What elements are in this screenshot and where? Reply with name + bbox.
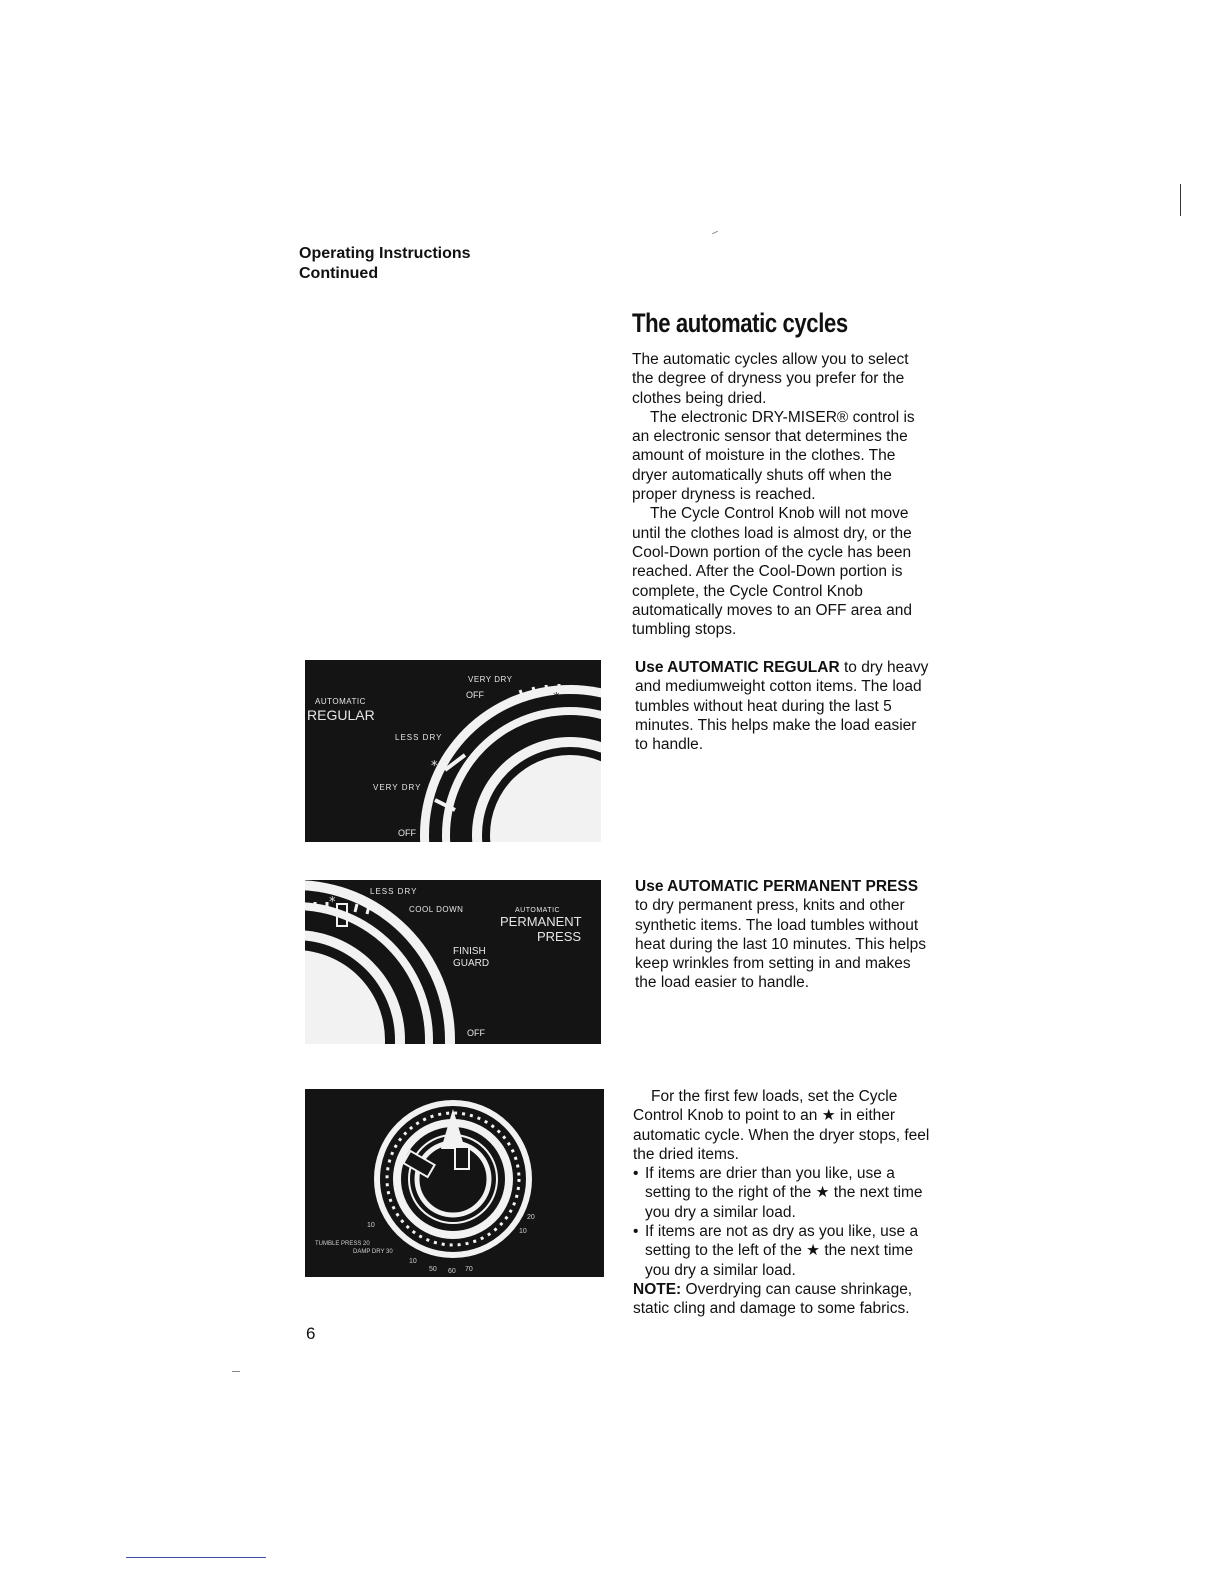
permanent-lead: Use AUTOMATIC PERMANENT PRESS bbox=[635, 878, 919, 895]
footer-rule bbox=[126, 1557, 266, 1558]
star-icon: * bbox=[431, 759, 438, 774]
dial-label-cool-down: COOL DOWN bbox=[409, 905, 464, 914]
permanent-press-dial-photo bbox=[305, 880, 601, 1044]
regular-dial-photo bbox=[305, 660, 601, 842]
star-icon: * bbox=[553, 691, 560, 706]
page-title: The automatic cycles bbox=[632, 308, 848, 338]
dial-label-finish: FINISH bbox=[453, 946, 486, 957]
dial-label-guard: GUARD bbox=[453, 958, 490, 969]
intro-paragraph-2: The electronic DRY-MISER® control is an electronic sensor that determines the amount of moisture in the clothes. The dryer automatically shuts off when the proper dryness is reached. bbox=[632, 408, 915, 504]
note-paragraph bbox=[633, 1280, 933, 1319]
dial-number-50: 50 bbox=[429, 1266, 437, 1273]
note-text: Overdrying can cause shrinkage, static cling and damage to some fabrics. bbox=[633, 1280, 913, 1318]
note-label: NOTE: bbox=[633, 1280, 682, 1298]
cycle-control-dial-photo bbox=[305, 1089, 604, 1277]
permanent-press-dial-graphic bbox=[305, 880, 601, 1044]
scan-mark bbox=[712, 231, 718, 234]
dial-label-regular: REGULAR bbox=[307, 707, 375, 723]
dial-label-automatic: AUTOMATIC bbox=[315, 697, 366, 706]
section-header-line2: Continued bbox=[299, 265, 379, 282]
section-header bbox=[299, 244, 471, 284]
regular-paragraph bbox=[635, 658, 933, 754]
dial-label-press: PRESS bbox=[537, 929, 582, 944]
cycle-control-dial-graphic bbox=[305, 1089, 604, 1277]
tips-list bbox=[633, 1164, 933, 1280]
dial-label-permanent: PERMANENT bbox=[500, 914, 582, 929]
dial-label-very-dry: VERY DRY bbox=[373, 783, 422, 792]
dial-label-damp-dry: DAMP DRY 30 bbox=[353, 1249, 393, 1255]
permanent-text: to dry permanent press, knits and other synthetic items. The load tumbles without heat during the last 10 minutes. This helps keep wrinkles from setting in and makes the load easier to handle. bbox=[635, 897, 926, 992]
dial-number-70: 70 bbox=[465, 1266, 473, 1273]
dial-number-10: 10 bbox=[367, 1222, 375, 1229]
section-header-line1: Operating Instructions bbox=[299, 245, 471, 262]
intro-text bbox=[632, 350, 932, 639]
dial-label-tumble-press: TUMBLE PRESS 20 bbox=[315, 1241, 370, 1247]
regular-dial-graphic bbox=[305, 660, 601, 842]
dial-number-10: 10 bbox=[409, 1258, 417, 1265]
intro-paragraph-1: The automatic cycles allow you to select the degree of dryness you prefer for the clothes being dried. bbox=[632, 351, 909, 407]
star-icon: * bbox=[329, 895, 336, 910]
dial-label-less-dry: LESS DRY bbox=[395, 733, 443, 742]
list-item: • If items are drier than you like, use a setting to the right of the ★ the next time you dry a similar load. bbox=[633, 1164, 933, 1222]
list-item: • If items are not as dry as you like, use a setting to the left of the ★ the next time you dry a similar load. bbox=[633, 1222, 933, 1280]
page-number: 6 bbox=[306, 1324, 316, 1343]
dial-label-automatic: AUTOMATIC bbox=[515, 907, 561, 914]
dial-label-very-dry-top: VERY DRY bbox=[468, 675, 513, 684]
regular-text: to dry heavy and mediumweight cotton items. The load tumbles without heat during the last 5 minutes. This helps make the load easier to handle. bbox=[635, 659, 929, 754]
tips-paragraph: For the first few loads, set the Cycle Control Knob to point to an ★ in either automatic cycle. When the dryer stops, feel the dried items. bbox=[633, 1088, 930, 1163]
dial-label-less-dry: LESS DRY bbox=[370, 887, 418, 896]
scan-mark bbox=[232, 1371, 240, 1372]
regular-lead: Use AUTOMATIC REGULAR bbox=[635, 659, 840, 676]
dial-number-60: 60 bbox=[448, 1268, 456, 1275]
dial-label-off-top: OFF bbox=[466, 690, 484, 700]
dial-number-20: 20 bbox=[527, 1214, 535, 1221]
dial-label-off: OFF bbox=[467, 1028, 485, 1038]
permanent-press-paragraph bbox=[635, 877, 933, 993]
dial-number-10: 10 bbox=[519, 1228, 527, 1235]
intro-paragraph-3: The Cycle Control Knob will not move until the clothes load is almost dry, or the Cool-Down portion of the cycle has been reached. After the Cool-Down portion is complete, the Cycle Control Knob automatically moves to an OFF area and tumbling stops. bbox=[632, 505, 912, 639]
tips-block bbox=[633, 1087, 933, 1319]
margin-mark bbox=[1180, 184, 1181, 216]
dial-label-off: OFF bbox=[398, 828, 416, 838]
